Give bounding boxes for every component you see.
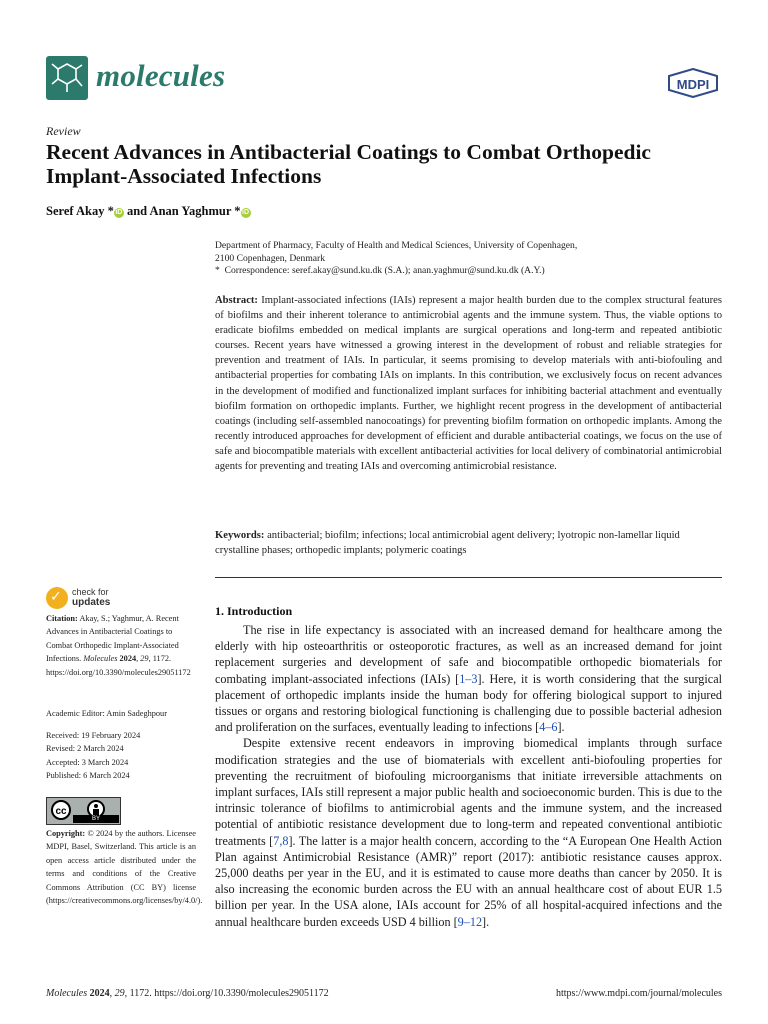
affiliation-line: 2100 Copenhagen, Denmark bbox=[215, 253, 326, 264]
correspondence bbox=[215, 265, 735, 276]
affiliation bbox=[215, 239, 715, 265]
molecules-logo-icon bbox=[46, 56, 88, 100]
reference-link[interactable]: 1–3 bbox=[459, 671, 478, 686]
corresponding-mark: * bbox=[234, 204, 241, 218]
citation-journal: Molecules bbox=[83, 654, 118, 664]
paragraph: The rise in life expectancy is associated with an increased demand for healthcare among the elderly with hip osteoarthritis or osteoporotic fractures, as well as an increased demand for joint replacement surgeries and development of safe and biocompatible orthopedic biomaterials for combating implant-associated infections (IAIs) [1–3]. Here, it is worth considering that the surgical placement of orthopedic implants inside the human body for offering biological support to injured tissues or organs and restoring biological functioning is challenging due to possible bacterial adhesion and proliferation on the surfaces, eventually leading to infections [4–6]. bbox=[215, 623, 722, 735]
author-name[interactable]: Seref Akay bbox=[46, 204, 105, 218]
reference-link[interactable]: 9–12 bbox=[457, 914, 483, 929]
copyright-notice bbox=[46, 827, 203, 907]
citation-block: Citation: Akay, S.; Yaghmur, A. Recent Advances in Antibacterial Coatings to Combat Orthopedic Implant-Associated Infections. Molecules 2024, 29, 1172. https://doi.org/10.3390/molecules29051172 bbox=[46, 614, 191, 677]
citation-doi-link[interactable]: https://doi.org/10.3390/molecules29051172 bbox=[46, 667, 191, 677]
article-title: Recent Advances in Antibacterial Coatings to Combat Orthopedic Implant-Associated Infections bbox=[46, 140, 651, 188]
cc-by-license-badge[interactable] bbox=[46, 797, 121, 825]
reference-link[interactable]: 4–6 bbox=[539, 720, 558, 735]
mdpi-logo-text: MDPI bbox=[676, 77, 710, 92]
article-type: Review bbox=[46, 124, 81, 138]
mdpi-logo[interactable] bbox=[667, 68, 719, 98]
corresponding-mark: * bbox=[107, 204, 114, 218]
publication-dates bbox=[46, 729, 196, 783]
abstract-text: Implant-associated infections (IAIs) represent a major health burden due to the complex structural features of biofilms and their inherent tolerance to antimicrobial agents and the immune system. Thus, the viable options to eradicate biofilms embedded on medical implants are surgical operations and long-term and repeated antibiotic courses. Recent years have witnessed a growing interest in the development of robust and reliable strategies for prevention and treatment of IAIs. In particular, it seems promising to develop materials with anti-biofouling and antibacterial properties for combating IAIs on implants. In this contribution, we exclusively focus on recent advances in the development of modified and functionalized implant surfaces for inhibiting bacterial attachment and eventually biofilm formation on orthopedic implants. Further, we highlight recent progress in the development of antibacterial coatings (including self-assembled nanocoatings) for preventing biofilm formation on orthopedic implants. Among the recently introduced approaches for development of efficient and durable antibacterial coatings, we focus on the use of safe and biocompatible materials with excellent antibacterial activities for local delivery of combinatorial antimicrobial agents for preventing and treating IAIs and overcoming antimicrobial resistance. bbox=[215, 295, 722, 473]
received-date: Received: 19 February 2024 bbox=[46, 731, 141, 740]
introduction-body bbox=[215, 622, 722, 930]
orcid-icon[interactable]: iD bbox=[242, 209, 250, 216]
footer-journal: Molecules bbox=[46, 988, 88, 999]
correspondence-text[interactable]: Correspondence: seref.akay@sund.ku.dk (S.A.); anan.yaghmur@sund.ku.dk (A.Y.) bbox=[224, 265, 545, 276]
citation-rest: , 1172. bbox=[148, 654, 172, 664]
keywords bbox=[215, 528, 722, 558]
author-list bbox=[46, 204, 251, 219]
copyright-text: © 2024 by the authors. Licensee MDPI, Basel, Switzerland. This article is an open access article distributed under the terms and conditions of the Creative Commons Attribution (CC BY) license (https://creativecommons.org/licenses/by/4.0/). bbox=[46, 829, 203, 906]
footer-journal-url[interactable]: https://www.mdpi.com/journal/molecules bbox=[556, 988, 722, 999]
correspondence-mark: * bbox=[215, 265, 220, 276]
abstract-label: Abstract: bbox=[215, 295, 258, 306]
footer-volume: 29 bbox=[114, 988, 125, 999]
author-separator: and bbox=[126, 204, 148, 218]
paragraph: Despite extensive recent endeavors in improving biomedical implants through surface modification strategies and the use of biomaterials with excellent anti-biofouling properties for preventing the recruitment of biofouling microorganisms that initiate irreversible attachments on implant surfaces, IAIs still represent a major public health and socioeconomic burden. This is due to the intrinsic tolerance of biofilms to antimicrobial agents and the immune system, and the increased potential of antibiotic resistance development due to long-term and repeated conventional antibiotic treatments [7,8]. The latter is a major health concern, according to the “A European One Health Action Plan against Antimicrobial Resistance (AMR)” report (2017): antibiotic resistance causes approx. 25,000 deaths per year in the EU, and it is estimated to cause more deaths than cancer by 2050. It is also increasing the economic burden across the EU with an annual healthcare cost of about EUR 1.5 billion per year. In the USA alone, IAIs account for 25% of all hospital-acquired infections and the annual healthcare burden exceeds USD 4 billion [9–12]. bbox=[215, 736, 722, 929]
section-divider bbox=[215, 577, 722, 578]
citation-label: Citation: bbox=[46, 614, 78, 623]
by-label: BY bbox=[73, 815, 119, 823]
check-updates-line2: updates bbox=[72, 597, 111, 608]
section-heading: 1. Introduction bbox=[215, 604, 293, 618]
keywords-label: Keywords: bbox=[215, 530, 265, 541]
check-for-updates-button[interactable] bbox=[46, 587, 136, 613]
footer-year: 2024 bbox=[89, 988, 110, 999]
footer-citation: Molecules 2024, 29, 1172. https://doi.org/10.3390/molecules29051172 bbox=[46, 988, 329, 999]
revised-date: Revised: 2 March 2024 bbox=[46, 744, 124, 754]
affiliation-line: Department of Pharmacy, Faculty of Health and Medical Sciences, University of Copenhagen, bbox=[215, 240, 578, 251]
check-updates-line1: check for bbox=[72, 587, 109, 597]
orcid-icon[interactable]: iD bbox=[115, 209, 123, 216]
check-updates-icon: ✓ bbox=[46, 587, 68, 609]
copyright-label: Copyright: bbox=[46, 829, 86, 838]
footer-doi[interactable]: , 1172. https://doi.org/10.3390/molecules29051172 bbox=[124, 988, 329, 999]
published-date: Published: 6 March 2024 bbox=[46, 771, 130, 781]
keywords-text: antibacterial; biofilm; infections; local antimicrobial agent delivery; lyotropic non-lamellar liquid crystalline phases; orthopedic implants; polymeric coatings bbox=[215, 530, 680, 557]
citation-text: Akay, S.; Yaghmur, A. Recent Advances in Antibacterial Coatings to Combat Orthopedic Implant-Associated Infections. bbox=[46, 614, 179, 664]
citation-volume: 29 bbox=[140, 654, 149, 664]
accepted-date: Accepted: 3 March 2024 bbox=[46, 757, 129, 767]
author-name[interactable]: Anan Yaghmur bbox=[149, 204, 232, 218]
academic-editor: Academic Editor: Amin Sadeghpour bbox=[46, 709, 167, 718]
reference-link[interactable]: 7,8 bbox=[273, 833, 289, 848]
citation-year: 2024 bbox=[119, 654, 137, 664]
cc-icon: cc bbox=[51, 800, 71, 820]
abstract bbox=[215, 293, 722, 474]
journal-name[interactable]: molecules bbox=[96, 58, 226, 93]
